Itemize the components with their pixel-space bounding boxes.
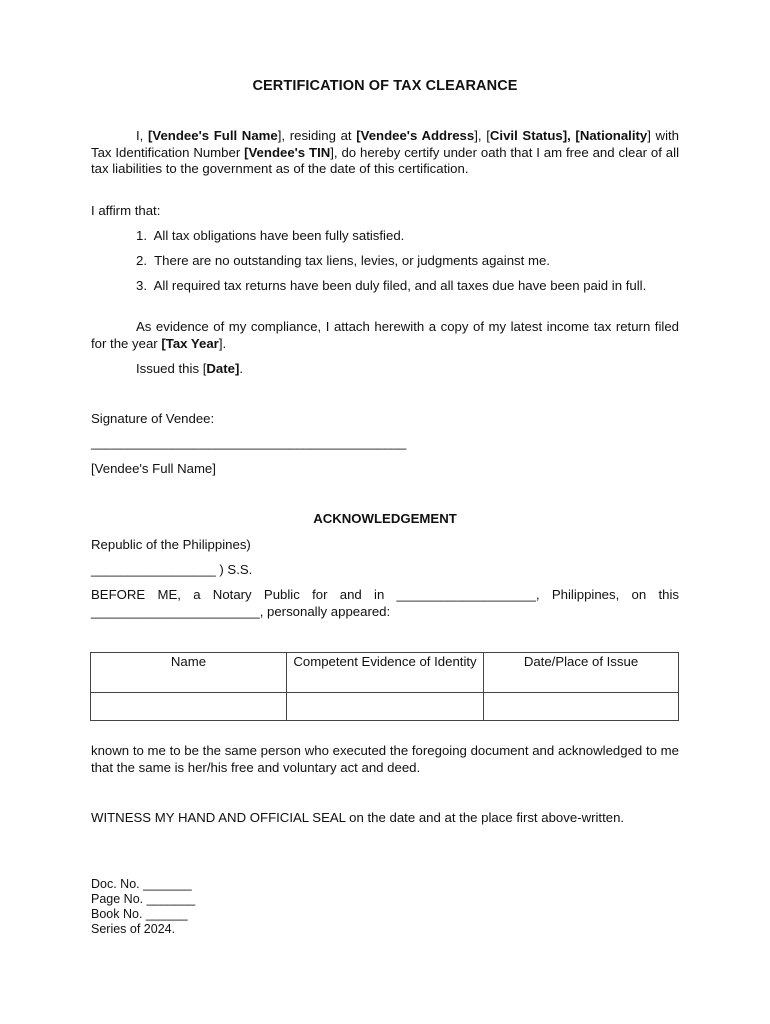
civil-status-nationality-placeholder: Civil Status], [Nationality bbox=[489, 128, 648, 143]
column-header-date-place: Date/Place of Issue bbox=[484, 653, 679, 693]
ss-line: _________________ ) S.S. bbox=[91, 562, 253, 577]
series: Series of 2024. bbox=[91, 922, 176, 936]
table-cell bbox=[484, 693, 679, 721]
intro-text: ], do hereby certify under oath that I am free and clear of all tax liabilities to the government as of the date of this certification. bbox=[91, 144, 679, 176]
table-header-row bbox=[91, 653, 679, 693]
list-text: There are no outstanding tax liens, levies, or judgments against me. bbox=[154, 253, 550, 268]
identity-table bbox=[90, 652, 679, 721]
intro-text: ] with Tax Identification Number bbox=[91, 128, 680, 160]
vendee-name-placeholder: [Vendee's Full Name bbox=[148, 128, 278, 143]
document-title: CERTIFICATION OF TAX CLEARANCE bbox=[252, 78, 518, 94]
signature-label: Signature of Vendee: bbox=[91, 411, 215, 426]
list-item bbox=[136, 253, 679, 270]
evidence-text: As evidence of my compliance, I attach herewith a copy of my latest income tax return filed for the year bbox=[91, 319, 679, 351]
table-cell bbox=[91, 693, 287, 721]
republic-line: Republic of the Philippines) bbox=[91, 537, 251, 552]
doc-no: Doc. No. _______ bbox=[91, 877, 192, 891]
evidence-paragraph bbox=[91, 319, 679, 352]
list-item bbox=[136, 228, 679, 245]
list-item bbox=[136, 278, 679, 295]
signature-line: ___________________________________________ bbox=[91, 435, 407, 450]
intro-text: ], [ bbox=[474, 128, 490, 143]
page-no: Page No. _______ bbox=[91, 892, 196, 906]
list-text: All tax obligations have been fully satisfied. bbox=[153, 228, 405, 243]
evidence-text: ]. bbox=[218, 335, 227, 351]
vendee-address-placeholder: [Vendee's Address bbox=[356, 128, 475, 143]
intro-text: ], residing at bbox=[277, 128, 357, 143]
tax-year-placeholder: [Tax Year bbox=[161, 335, 219, 351]
list-text: All required tax returns have been duly filed, and all taxes due have been paid in full. bbox=[153, 278, 647, 293]
vendee-tin-placeholder: [Vendee's TIN bbox=[244, 144, 331, 160]
table-row bbox=[91, 693, 679, 721]
intro-paragraph bbox=[91, 128, 679, 178]
list-number: 3. bbox=[136, 278, 147, 293]
column-header-evidence: Competent Evidence of Identity bbox=[287, 653, 484, 693]
notarial-register-block bbox=[91, 877, 195, 937]
vendee-full-name: [Vendee's Full Name] bbox=[91, 461, 216, 476]
list-number: 1. bbox=[136, 228, 147, 243]
list-number: 2. bbox=[136, 253, 147, 268]
column-header-name: Name bbox=[91, 653, 287, 693]
issued-text: . bbox=[239, 361, 244, 376]
date-placeholder: Date] bbox=[206, 361, 240, 376]
intro-text: I, bbox=[136, 128, 148, 143]
known-paragraph: known to me to be the same person who executed the foregoing document and acknowledged to me that the same is her/his free and voluntary act and deed. bbox=[91, 743, 679, 775]
before-me-paragraph: BEFORE ME, a Notary Public for and in ___________________, Philippines, on this _______________________, personally appeared: bbox=[91, 587, 679, 619]
witness-paragraph: WITNESS MY HAND AND OFFICIAL SEAL on the date and at the place first above-written. bbox=[91, 810, 625, 825]
affirm-label: I affirm that: bbox=[91, 203, 161, 218]
issued-line bbox=[136, 361, 243, 378]
acknowledgement-title: ACKNOWLEDGEMENT bbox=[313, 511, 457, 526]
book-no: Book No. ______ bbox=[91, 907, 188, 921]
table-cell bbox=[287, 693, 484, 721]
issued-text: Issued this [ bbox=[136, 361, 207, 376]
